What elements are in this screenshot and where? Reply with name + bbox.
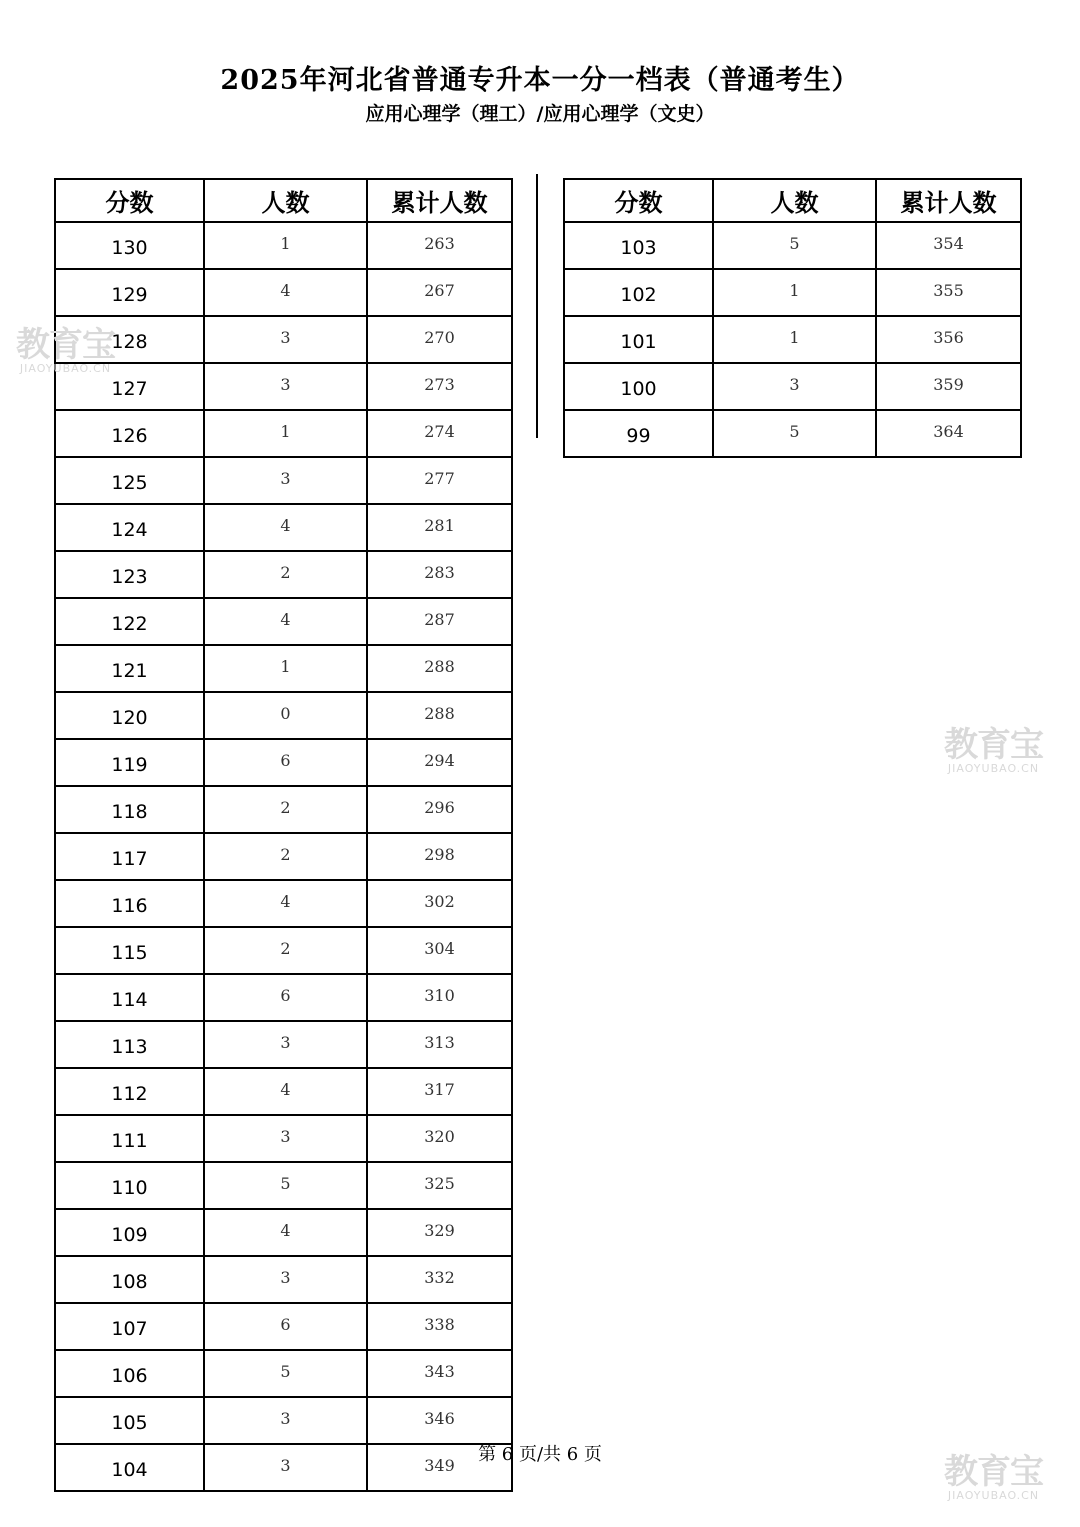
score-cell: 120 [55, 692, 204, 739]
score-cell: 110 [55, 1162, 204, 1209]
score-cell: 108 [55, 1256, 204, 1303]
count-cell: 3 [204, 363, 367, 410]
page-footer: 第 6 页/共 6 页 [478, 1444, 602, 1465]
cumulative-cell: 281 [367, 504, 512, 551]
table-row [55, 1209, 512, 1256]
cumulative-cell: 354 [876, 222, 1021, 269]
table-row [55, 739, 512, 786]
score-cell: 117 [55, 833, 204, 880]
cumulative-cell: 338 [367, 1303, 512, 1350]
table-row [55, 1162, 512, 1209]
score-cell: 130 [55, 222, 204, 269]
score-cell: 102 [564, 269, 713, 316]
table-row [55, 551, 512, 598]
cumulative-cell: 296 [367, 786, 512, 833]
count-cell: 3 [204, 1444, 367, 1491]
score-cell: 109 [55, 1209, 204, 1256]
cumulative-cell: 364 [876, 410, 1021, 457]
header-count: 人数 [713, 179, 876, 222]
header-score: 分数 [564, 179, 713, 222]
cumulative-cell: 283 [367, 551, 512, 598]
table-row [55, 1256, 512, 1303]
count-cell: 1 [204, 410, 367, 457]
score-cell: 123 [55, 551, 204, 598]
watermark-url: JIAOYUBAO.CN [947, 762, 1040, 775]
score-cell: 119 [55, 739, 204, 786]
table-row [55, 1397, 512, 1444]
cumulative-cell: 349 [367, 1444, 512, 1491]
cumulative-cell: 320 [367, 1115, 512, 1162]
score-cell: 128 [55, 316, 204, 363]
cumulative-cell: 263 [367, 222, 512, 269]
watermark-logo [16, 325, 115, 375]
table-row [55, 363, 512, 410]
count-cell: 3 [204, 457, 367, 504]
table-row [564, 363, 1021, 410]
cumulative-cell: 288 [367, 692, 512, 739]
cumulative-cell: 343 [367, 1350, 512, 1397]
table-row [55, 1303, 512, 1350]
count-cell: 4 [204, 504, 367, 551]
table-row [55, 598, 512, 645]
score-cell: 106 [55, 1350, 204, 1397]
count-cell: 5 [204, 1350, 367, 1397]
score-cell: 100 [564, 363, 713, 410]
cumulative-cell: 274 [367, 410, 512, 457]
cumulative-cell: 325 [367, 1162, 512, 1209]
page-title: 2025年河北省普通专升本一分一档表（普通考生） [220, 65, 860, 96]
count-cell: 2 [204, 551, 367, 598]
table-row [55, 316, 512, 363]
table-header-row [564, 179, 1021, 222]
count-cell: 2 [204, 786, 367, 833]
count-cell: 3 [204, 1115, 367, 1162]
count-cell: 6 [204, 739, 367, 786]
score-cell: 107 [55, 1303, 204, 1350]
score-cell: 111 [55, 1115, 204, 1162]
cumulative-cell: 329 [367, 1209, 512, 1256]
table-row [55, 1350, 512, 1397]
count-cell: 4 [204, 880, 367, 927]
table-row [55, 1021, 512, 1068]
table-row [55, 786, 512, 833]
count-cell: 5 [204, 1162, 367, 1209]
count-cell: 3 [204, 316, 367, 363]
score-cell: 125 [55, 457, 204, 504]
count-cell: 1 [204, 645, 367, 692]
count-cell: 2 [204, 927, 367, 974]
cumulative-cell: 317 [367, 1068, 512, 1115]
cumulative-cell: 302 [367, 880, 512, 927]
score-cell: 127 [55, 363, 204, 410]
score-cell: 124 [55, 504, 204, 551]
count-cell: 3 [713, 363, 876, 410]
count-cell: 1 [713, 316, 876, 363]
watermark-logo [944, 725, 1043, 775]
table-row [55, 927, 512, 974]
count-cell: 5 [713, 410, 876, 457]
table-row [564, 410, 1021, 457]
watermark-text: 教育宝 [16, 325, 115, 365]
cumulative-cell: 288 [367, 645, 512, 692]
score-cell: 112 [55, 1068, 204, 1115]
cumulative-cell: 332 [367, 1256, 512, 1303]
cumulative-cell: 313 [367, 1021, 512, 1068]
table-row [55, 645, 512, 692]
score-cell: 121 [55, 645, 204, 692]
count-cell: 6 [204, 974, 367, 1021]
score-cell: 99 [564, 410, 713, 457]
score-cell: 104 [55, 1444, 204, 1491]
table-row [564, 222, 1021, 269]
table-row [564, 316, 1021, 363]
table-header-row [55, 179, 512, 222]
cumulative-cell: 346 [367, 1397, 512, 1444]
cumulative-cell: 294 [367, 739, 512, 786]
score-cell: 118 [55, 786, 204, 833]
table-row [55, 222, 512, 269]
count-cell: 0 [204, 692, 367, 739]
table-row [55, 692, 512, 739]
watermark-text: 教育宝 [944, 725, 1043, 765]
cumulative-cell: 273 [367, 363, 512, 410]
count-cell: 3 [204, 1256, 367, 1303]
cumulative-cell: 310 [367, 974, 512, 1021]
header-score: 分数 [55, 179, 204, 222]
count-cell: 4 [204, 269, 367, 316]
count-cell: 2 [204, 833, 367, 880]
score-table-right [563, 178, 1022, 458]
count-cell: 1 [713, 269, 876, 316]
cumulative-cell: 287 [367, 598, 512, 645]
score-cell: 115 [55, 927, 204, 974]
count-cell: 4 [204, 1068, 367, 1115]
cumulative-cell: 355 [876, 269, 1021, 316]
score-table-left [54, 178, 513, 1492]
score-cell: 126 [55, 410, 204, 457]
score-cell: 122 [55, 598, 204, 645]
count-cell: 4 [204, 1209, 367, 1256]
page-subtitle: 应用心理学（理工）/应用心理学（文史） [365, 103, 715, 125]
count-cell: 3 [204, 1397, 367, 1444]
table-row [55, 1115, 512, 1162]
table-row [55, 974, 512, 1021]
score-cell: 101 [564, 316, 713, 363]
count-cell: 4 [204, 598, 367, 645]
cumulative-cell: 356 [876, 316, 1021, 363]
cumulative-cell: 304 [367, 927, 512, 974]
score-cell: 103 [564, 222, 713, 269]
table-row [55, 504, 512, 551]
count-cell: 1 [204, 222, 367, 269]
score-cell: 105 [55, 1397, 204, 1444]
watermark-text: 教育宝 [944, 1452, 1043, 1492]
table-row [55, 880, 512, 927]
cumulative-cell: 359 [876, 363, 1021, 410]
score-cell: 129 [55, 269, 204, 316]
cumulative-cell: 298 [367, 833, 512, 880]
table-row [55, 269, 512, 316]
count-cell: 5 [713, 222, 876, 269]
table-row [55, 410, 512, 457]
count-cell: 6 [204, 1303, 367, 1350]
header-count: 人数 [204, 179, 367, 222]
cumulative-cell: 267 [367, 269, 512, 316]
cumulative-cell: 270 [367, 316, 512, 363]
header-cumulative: 累计人数 [367, 179, 512, 222]
watermark-url: JIAOYUBAO.CN [19, 362, 112, 375]
count-cell: 3 [204, 1021, 367, 1068]
score-cell: 114 [55, 974, 204, 1021]
watermark-url: JIAOYUBAO.CN [947, 1489, 1040, 1502]
table-row [55, 833, 512, 880]
table-row [55, 1068, 512, 1115]
table-row [55, 457, 512, 504]
column-divider [536, 174, 538, 438]
header-cumulative: 累计人数 [876, 179, 1021, 222]
score-cell: 113 [55, 1021, 204, 1068]
watermark-logo [944, 1452, 1043, 1502]
table-row [564, 269, 1021, 316]
cumulative-cell: 277 [367, 457, 512, 504]
score-cell: 116 [55, 880, 204, 927]
